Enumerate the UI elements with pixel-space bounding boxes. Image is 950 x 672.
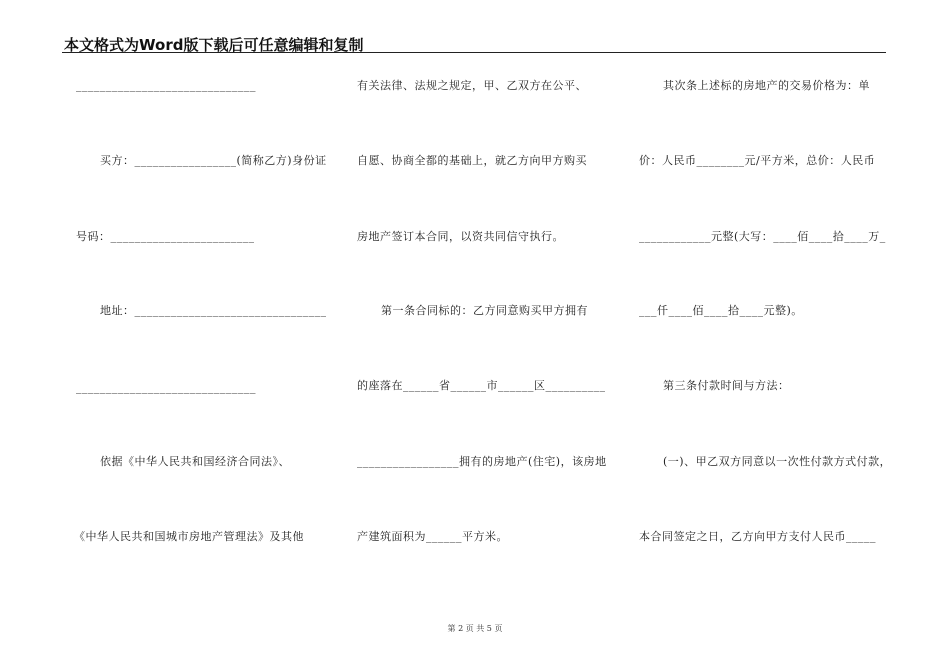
column-1-line-5: ______________________________ xyxy=(76,381,256,394)
column-2-line-3: 房地产签订本合同，以资共同信守执行。 xyxy=(357,230,564,243)
column-3-line-2: 价：人民币________元/平方米，总价：人民币 xyxy=(639,154,876,167)
column-2-line-2: 自愿、协商全都的基础上，就乙方向甲方购买 xyxy=(357,154,587,167)
column-1-line-2: 买方：_________________(简称乙方)身份证 xyxy=(100,154,327,167)
column-2-line-6: _________________拥有的房地产(住宅)，该房地 xyxy=(357,455,607,468)
header-divider xyxy=(62,52,886,53)
column-3-line-1: 其次条上述标的房地产的交易价格为：单 xyxy=(663,79,870,92)
column-3-line-4: ___仟____佰____拾____元整)。 xyxy=(639,304,803,317)
column-2-line-4: 第一条合同标的：乙方同意购买甲方拥有 xyxy=(381,304,588,317)
column-3-line-3: ____________元整(大写：____佰____拾____万_ xyxy=(639,230,886,243)
column-1-line-4: 地址：________________________________ xyxy=(100,304,327,317)
page-number-footer: 第 2 页 共 5 页 xyxy=(447,624,503,633)
column-1-line-7: 《中华人民共和国城市房地产管理法》及其他 xyxy=(74,530,304,543)
column-2-line-7: 产建筑面积为______平方米。 xyxy=(357,530,508,543)
column-1-line-6: 依据《中华人民共和国经济合同法》、 xyxy=(100,455,290,468)
document-header-title: 本文格式为Word版下载后可任意编辑和复制 xyxy=(64,36,364,54)
column-3-line-5: 第三条付款时间与方法： xyxy=(663,379,790,392)
column-3-line-6: (一)、甲乙双方同意以一次性付款方式付款， xyxy=(663,455,892,468)
column-1-line-3: 号码：________________________ xyxy=(76,230,255,243)
column-3-line-7: 本合同签定之日，乙方向甲方支付人民币_____ xyxy=(639,530,876,543)
column-2-line-1: 有关法律、法规之规定，甲、乙双方在公平、 xyxy=(357,79,587,92)
column-2-line-5: 的座落在______省______市______区__________ xyxy=(357,379,606,392)
column-1-line-1: ______________________________ xyxy=(76,79,256,92)
